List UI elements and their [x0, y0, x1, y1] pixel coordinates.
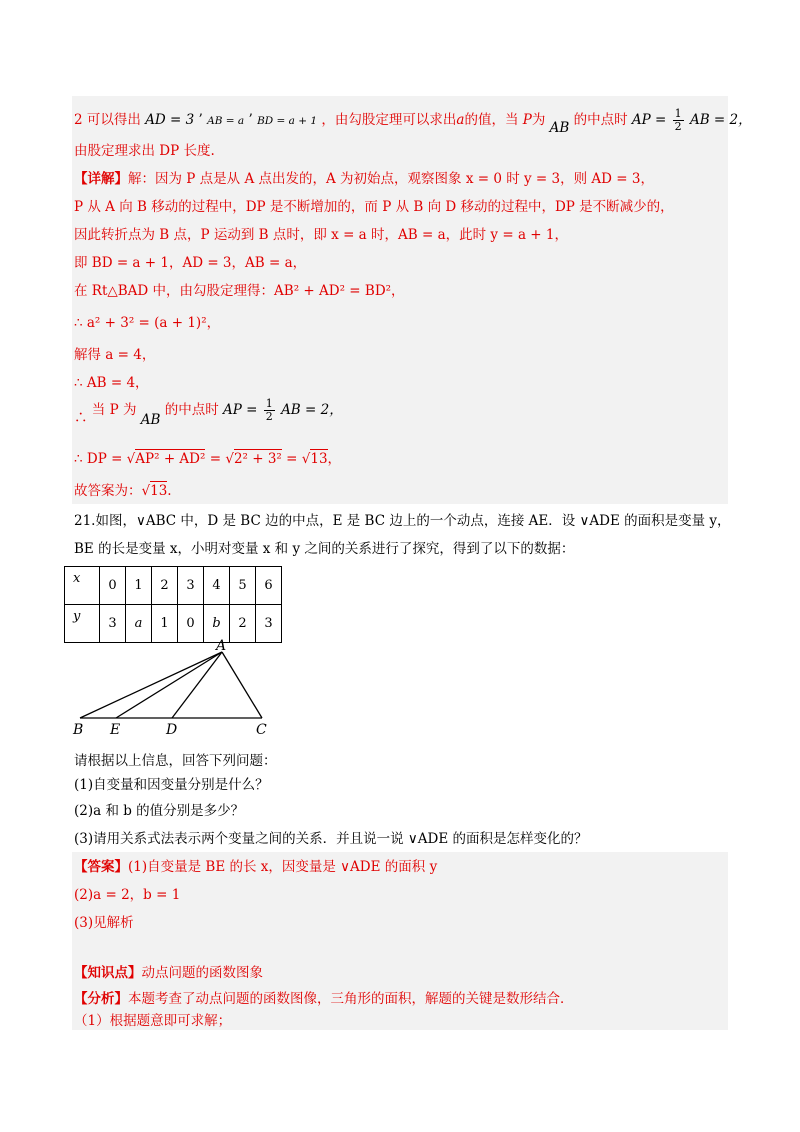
segment-ab	[80, 652, 222, 718]
table-cell: 6	[256, 567, 282, 605]
table-cell: 1	[152, 605, 178, 643]
triangle-figure	[60, 636, 290, 742]
label-a: A	[216, 638, 227, 654]
label-c: C	[256, 722, 267, 738]
line-7: 在 Rt△BAD 中，由勾股定理得：AB² + AD² = BD²，	[74, 283, 405, 299]
table-cell: 5	[230, 567, 256, 605]
question-line-3: 请根据以上信息，回答下列问题：	[74, 753, 277, 769]
table-cell: 0	[100, 567, 126, 605]
table-cell: b	[204, 605, 230, 643]
data-table	[64, 566, 282, 643]
line-3: 【详解】解：因为 P 点是从 A 点出发的，A 为初始点，观察图象 x = 0 时 y = 3，则 AD = 3，	[74, 171, 654, 187]
line-8: ∴ a² + 3² = (a + 1)²，	[74, 315, 221, 331]
line-10: ∴ AB = 4，	[74, 375, 149, 391]
question-line-1: 21.如图，∨ABC 中，D 是 BC 边的中点，E 是 BC 边上的一个动点，连接 AE．设 ∨ADE 的面积是变量 y，	[74, 513, 731, 529]
line-12: ∴ DP = √AP² + AD² = √2² + 3² = √13，	[74, 451, 342, 467]
line-5: 因此转折点为 B 点，P 运动到 B 点时，即 x = a 时，AB = a，此时 y = a + 1，	[74, 227, 568, 243]
table-cell: 2	[230, 605, 256, 643]
knowledge-line: 【知识点】动点问题的函数图象	[74, 965, 263, 981]
answer-line-3: (3)见解析	[74, 915, 134, 931]
line-11: ∴ 当 P 为 AB 的中点时 AP = $\frac{1}{2}$ AB = 2，	[74, 397, 343, 428]
segment-ae	[116, 652, 222, 718]
label-e: E	[110, 722, 121, 738]
table-cell: 3	[178, 567, 204, 605]
table-cell: a	[126, 605, 152, 643]
label-d: D	[166, 722, 178, 738]
line-1: 2 可以得出 AD = 3 ’ AB = a ’ BD = a + 1 ，由勾股定理可以求出a的值，当 P为 AB 的中点时 AP = $\frac{1}{2}$ AB = 2，	[74, 107, 752, 136]
analysis-line: 【分析】本题考查了动点问题的函数图像，三角形的面积，解题的关键是数形结合．	[74, 991, 574, 1007]
table-cell: 3	[256, 605, 282, 643]
question-line-5: (2)a 和 b 的值分别是多少？	[74, 803, 245, 819]
table-cell: 4	[204, 567, 230, 605]
table-cell: x	[65, 567, 100, 605]
solution-line-1: （1）根据题意即可求解；	[74, 1013, 232, 1029]
answer-line-2: (2)a = 2，b = 1	[74, 887, 181, 903]
table-cell: 1	[126, 567, 152, 605]
line-9: 解得 a = 4，	[74, 347, 156, 363]
table-cell: 3	[100, 605, 126, 643]
line-4: P 从 A 向 B 移动的过程中，DP 是不断增加的，而 P 从 B 向 D 移动的过程中，DP 是不断减少的，	[74, 199, 674, 215]
answer-box-top	[72, 96, 752, 504]
table-cell: 0	[178, 605, 204, 643]
question-line-2: BE 的长是变量 x，小明对变量 x 和 y 之间的关系进行了探究，得到了以下的数据：	[74, 541, 575, 557]
answer-box-bottom	[72, 852, 728, 1030]
answer-line-1: 【答案】(1)自变量是 BE 的长 x，因变量是 ∨ADE 的面积 y	[74, 859, 438, 875]
line-13: 故答案为：√13.	[74, 483, 172, 499]
table-cell: 2	[152, 567, 178, 605]
table-row-x	[65, 567, 282, 605]
label-b: B	[73, 722, 84, 738]
question-line-4: (1)自变量和因变量分别是什么？	[74, 777, 269, 793]
line-2: 由股定理求出 DP 长度.	[74, 143, 215, 159]
segment-ad	[172, 652, 222, 718]
question-line-6: (3)请用关系式法表示两个变量之间的关系．并且说一说 ∨ADE 的面积是怎样变化的？	[74, 831, 588, 847]
segment-ac	[222, 652, 262, 718]
table-cell: y	[65, 605, 100, 643]
line-6: 即 BD = a + 1，AD = 3，AB = a，	[74, 255, 307, 271]
